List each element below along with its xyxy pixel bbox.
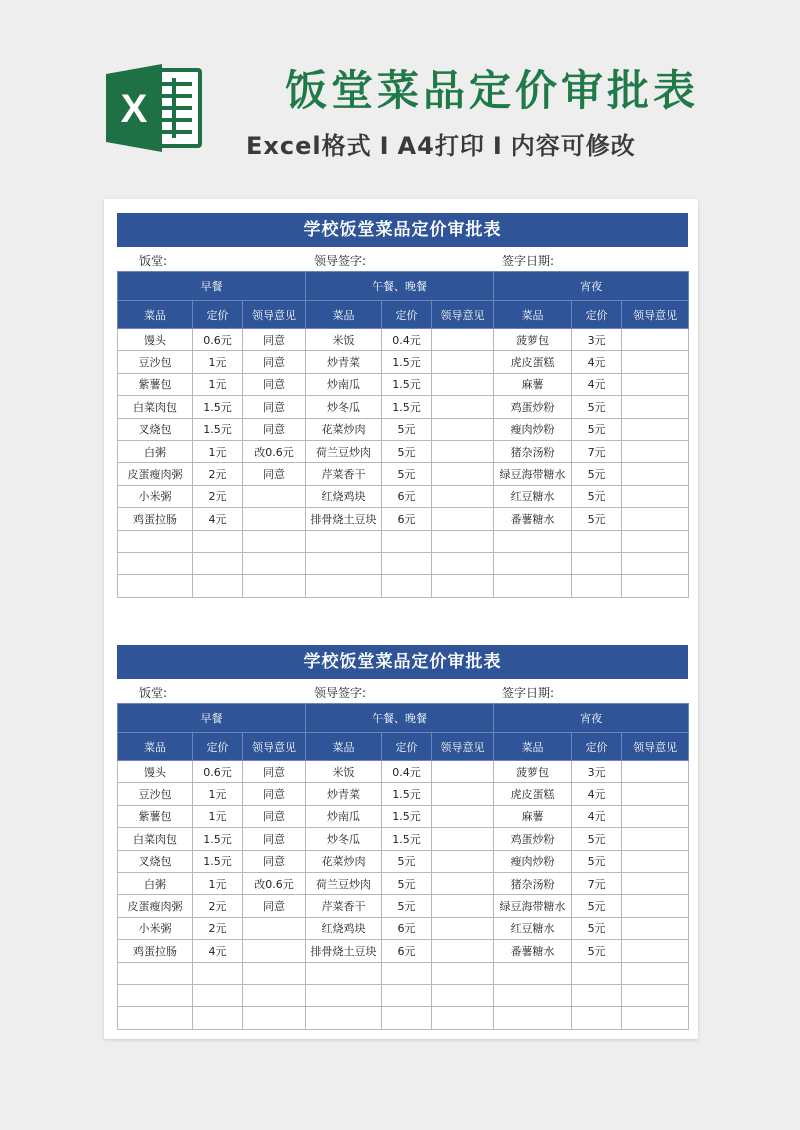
night-dish-cell: 红豆糖水 (494, 917, 572, 939)
sign-date-label: 签字日期: (502, 254, 555, 268)
lunch-dinner-opinion-cell (432, 917, 494, 939)
lunch-dinner-dish-cell: 米饭 (306, 329, 382, 351)
lunch-dinner-opinion-cell (432, 850, 494, 872)
breakfast-dish-cell: 小米粥 (118, 917, 193, 939)
table-row (118, 761, 689, 783)
lunch-dinner-dish-cell: 炒冬瓜 (306, 396, 382, 418)
breakfast-price-cell (193, 530, 243, 552)
main-title: 饭堂菜品定价审批表 (284, 66, 699, 115)
lunch-dinner-dish-cell (306, 552, 382, 574)
lunch-dinner-dish-cell: 花菜炒肉 (306, 418, 382, 440)
lunch-dinner-price-cell: 5元 (382, 850, 432, 872)
page-header (0, 0, 800, 190)
night-opinion-cell (622, 783, 689, 805)
lunch-dinner-price-cell: 6元 (382, 508, 432, 530)
breakfast-opinion-cell (243, 984, 306, 1006)
breakfast-price-cell: 1.5元 (193, 850, 243, 872)
breakfast-price-cell: 1元 (193, 440, 243, 462)
lunch-dinner-price-cell: 0.4元 (382, 761, 432, 783)
meal-night-header: 宵夜 (494, 272, 689, 301)
night-opinion-cell (622, 984, 689, 1006)
meal-breakfast-header: 早餐 (118, 272, 306, 301)
night-opinion-cell (622, 351, 689, 373)
lunch-dinner-price-cell: 5元 (382, 895, 432, 917)
table-body (118, 761, 689, 1030)
sign-date-label: 签字日期: (502, 686, 555, 700)
lunch-dinner-dish-cell (306, 575, 382, 597)
night-opinion-cell (622, 463, 689, 485)
subtitle (246, 126, 746, 161)
table-row (118, 463, 689, 485)
col-price: 定价 (193, 301, 243, 329)
col-dish: 菜品 (494, 301, 572, 329)
night-dish-cell: 虎皮蛋糕 (494, 351, 572, 373)
night-price-cell (572, 1007, 622, 1029)
lunch-dinner-opinion-cell (432, 895, 494, 917)
night-opinion-cell (622, 872, 689, 894)
table-body (118, 329, 689, 598)
signature-row (117, 679, 688, 703)
night-price-cell: 4元 (572, 351, 622, 373)
col-dish: 菜品 (494, 733, 572, 761)
night-price-cell (572, 575, 622, 597)
breakfast-opinion-cell: 同意 (243, 373, 306, 395)
breakfast-dish-cell: 皮蛋瘦肉粥 (118, 463, 193, 485)
lunch-dinner-price-cell: 1.5元 (382, 805, 432, 827)
table-row (118, 329, 689, 351)
breakfast-opinion-cell: 同意 (243, 783, 306, 805)
table-row (118, 783, 689, 805)
lunch-dinner-price-cell: 6元 (382, 940, 432, 962)
price-table (117, 271, 689, 598)
table-row (118, 508, 689, 530)
breakfast-opinion-cell (243, 508, 306, 530)
table-row (118, 940, 689, 962)
lunch-dinner-price-cell: 6元 (382, 917, 432, 939)
lunch-dinner-dish-cell: 红烧鸡块 (306, 485, 382, 507)
night-opinion-cell (622, 761, 689, 783)
breakfast-opinion-cell: 同意 (243, 828, 306, 850)
lunch-dinner-opinion-cell (432, 396, 494, 418)
night-price-cell: 5元 (572, 850, 622, 872)
night-opinion-cell (622, 329, 689, 351)
breakfast-price-cell (193, 552, 243, 574)
breakfast-dish-cell (118, 552, 193, 574)
night-opinion-cell (622, 962, 689, 984)
breakfast-price-cell: 1元 (193, 351, 243, 373)
leader-signature-label: 领导签字: (314, 686, 367, 700)
col-price: 定价 (572, 301, 622, 329)
night-price-cell: 5元 (572, 418, 622, 440)
night-dish-cell: 绿豆海带糖水 (494, 895, 572, 917)
form-title: 学校饭堂菜品定价审批表 (117, 213, 688, 247)
night-dish-cell: 猪杂汤粉 (494, 872, 572, 894)
lunch-dinner-opinion-cell (432, 508, 494, 530)
breakfast-dish-cell: 豆沙包 (118, 351, 193, 373)
breakfast-dish-cell: 鸡蛋拉肠 (118, 940, 193, 962)
breakfast-dish-cell: 紫薯包 (118, 805, 193, 827)
night-opinion-cell (622, 917, 689, 939)
signature-row (117, 247, 688, 271)
night-price-cell: 5元 (572, 463, 622, 485)
lunch-dinner-dish-cell: 荷兰豆炒肉 (306, 872, 382, 894)
night-dish-cell: 猪杂汤粉 (494, 440, 572, 462)
table-row (118, 373, 689, 395)
breakfast-price-cell: 1.5元 (193, 396, 243, 418)
lunch-dinner-opinion-cell (432, 351, 494, 373)
breakfast-price-cell: 1.5元 (193, 418, 243, 440)
leader-signature-label: 领导签字: (314, 254, 367, 268)
lunch-dinner-opinion-cell (432, 1007, 494, 1029)
night-opinion-cell (622, 418, 689, 440)
night-price-cell: 4元 (572, 783, 622, 805)
night-opinion-cell (622, 828, 689, 850)
breakfast-price-cell (193, 575, 243, 597)
breakfast-opinion-cell (243, 485, 306, 507)
lunch-dinner-dish-cell: 花菜炒肉 (306, 850, 382, 872)
lunch-dinner-opinion-cell (432, 575, 494, 597)
night-dish-cell: 麻薯 (494, 373, 572, 395)
breakfast-opinion-cell: 同意 (243, 850, 306, 872)
col-dish: 菜品 (306, 301, 382, 329)
breakfast-price-cell: 4元 (193, 508, 243, 530)
breakfast-opinion-cell: 改0.6元 (243, 872, 306, 894)
night-opinion-cell (622, 440, 689, 462)
lunch-dinner-price-cell: 5元 (382, 872, 432, 894)
lunch-dinner-opinion-cell (432, 485, 494, 507)
night-dish-cell (494, 575, 572, 597)
breakfast-dish-cell: 叉烧包 (118, 418, 193, 440)
breakfast-dish-cell: 小米粥 (118, 485, 193, 507)
table-row (118, 984, 689, 1006)
night-dish-cell: 菠萝包 (494, 761, 572, 783)
col-opinion: 领导意见 (432, 301, 494, 329)
breakfast-price-cell: 1.5元 (193, 828, 243, 850)
breakfast-dish-cell: 白粥 (118, 872, 193, 894)
lunch-dinner-price-cell: 5元 (382, 418, 432, 440)
breakfast-price-cell: 2元 (193, 463, 243, 485)
breakfast-dish-cell (118, 1007, 193, 1029)
night-dish-cell: 菠萝包 (494, 329, 572, 351)
night-price-cell (572, 962, 622, 984)
col-opinion: 领导意见 (622, 301, 689, 329)
night-price-cell (572, 552, 622, 574)
night-opinion-cell (622, 530, 689, 552)
lunch-dinner-opinion-cell (432, 373, 494, 395)
subtitle-format: Excel格式 (246, 132, 372, 160)
night-dish-cell: 麻薯 (494, 805, 572, 827)
lunch-dinner-dish-cell: 炒南瓜 (306, 805, 382, 827)
col-price: 定价 (193, 733, 243, 761)
lunch-dinner-opinion-cell (432, 984, 494, 1006)
lunch-dinner-dish-cell: 红烧鸡块 (306, 917, 382, 939)
lunch-dinner-dish-cell: 排骨烧土豆块 (306, 508, 382, 530)
subtitle-editable: 内容可修改 (510, 132, 636, 160)
lunch-dinner-price-cell (382, 1007, 432, 1029)
night-dish-cell (494, 1007, 572, 1029)
night-price-cell: 5元 (572, 508, 622, 530)
excel-logo-icon (104, 62, 204, 154)
lunch-dinner-dish-cell: 炒冬瓜 (306, 828, 382, 850)
breakfast-dish-cell: 紫薯包 (118, 373, 193, 395)
lunch-dinner-price-cell (382, 984, 432, 1006)
document-sheet (104, 199, 698, 1039)
table-row (118, 552, 689, 574)
lunch-dinner-dish-cell: 荷兰豆炒肉 (306, 440, 382, 462)
lunch-dinner-opinion-cell (432, 872, 494, 894)
lunch-dinner-dish-cell: 炒青菜 (306, 783, 382, 805)
breakfast-dish-cell (118, 962, 193, 984)
lunch-dinner-dish-cell: 炒青菜 (306, 351, 382, 373)
night-price-cell: 7元 (572, 440, 622, 462)
lunch-dinner-price-cell: 0.4元 (382, 329, 432, 351)
table-row (118, 805, 689, 827)
lunch-dinner-price-cell (382, 962, 432, 984)
breakfast-dish-cell: 叉烧包 (118, 850, 193, 872)
night-price-cell: 5元 (572, 895, 622, 917)
lunch-dinner-price-cell: 6元 (382, 485, 432, 507)
breakfast-price-cell: 1元 (193, 872, 243, 894)
breakfast-opinion-cell: 同意 (243, 351, 306, 373)
col-dish: 菜品 (118, 301, 193, 329)
lunch-dinner-dish-cell: 米饭 (306, 761, 382, 783)
night-dish-cell (494, 962, 572, 984)
night-dish-cell: 红豆糖水 (494, 485, 572, 507)
breakfast-opinion-cell: 改0.6元 (243, 440, 306, 462)
subtitle-separator: I (379, 132, 390, 160)
breakfast-price-cell: 1元 (193, 373, 243, 395)
lunch-dinner-dish-cell (306, 530, 382, 552)
breakfast-opinion-cell (243, 1007, 306, 1029)
col-dish: 菜品 (306, 733, 382, 761)
breakfast-opinion-cell: 同意 (243, 329, 306, 351)
night-price-cell: 3元 (572, 329, 622, 351)
night-dish-cell: 虎皮蛋糕 (494, 783, 572, 805)
night-price-cell: 5元 (572, 396, 622, 418)
table-row (118, 872, 689, 894)
night-dish-cell (494, 984, 572, 1006)
lunch-dinner-price-cell: 1.5元 (382, 373, 432, 395)
lunch-dinner-dish-cell (306, 1007, 382, 1029)
night-opinion-cell (622, 485, 689, 507)
lunch-dinner-opinion-cell (432, 530, 494, 552)
breakfast-dish-cell: 白菜肉包 (118, 828, 193, 850)
breakfast-price-cell: 2元 (193, 895, 243, 917)
night-price-cell (572, 530, 622, 552)
night-price-cell (572, 984, 622, 1006)
table-row (118, 962, 689, 984)
breakfast-dish-cell: 白粥 (118, 440, 193, 462)
table-row (118, 575, 689, 597)
night-opinion-cell (622, 575, 689, 597)
night-opinion-cell (622, 396, 689, 418)
lunch-dinner-opinion-cell (432, 552, 494, 574)
breakfast-price-cell (193, 962, 243, 984)
lunch-dinner-opinion-cell (432, 828, 494, 850)
night-opinion-cell (622, 850, 689, 872)
approval-form (117, 213, 688, 598)
table-row (118, 351, 689, 373)
night-opinion-cell (622, 1007, 689, 1029)
canteen-label: 饭堂: (139, 686, 168, 700)
lunch-dinner-dish-cell (306, 984, 382, 1006)
breakfast-opinion-cell (243, 940, 306, 962)
lunch-dinner-price-cell: 5元 (382, 463, 432, 485)
lunch-dinner-price-cell: 1.5元 (382, 396, 432, 418)
logo-letter: X (120, 87, 148, 131)
table-row (118, 895, 689, 917)
col-dish: 菜品 (118, 733, 193, 761)
night-dish-cell (494, 530, 572, 552)
canteen-label: 饭堂: (139, 254, 168, 268)
table-row (118, 485, 689, 507)
col-price: 定价 (382, 301, 432, 329)
table-row (118, 418, 689, 440)
lunch-dinner-opinion-cell (432, 940, 494, 962)
approval-form (117, 645, 688, 1030)
breakfast-dish-cell (118, 575, 193, 597)
breakfast-opinion-cell (243, 575, 306, 597)
lunch-dinner-opinion-cell (432, 761, 494, 783)
meal-breakfast-header: 早餐 (118, 704, 306, 733)
col-opinion: 领导意见 (432, 733, 494, 761)
night-dish-cell: 番薯糖水 (494, 508, 572, 530)
night-dish-cell: 鸡蛋炒粉 (494, 396, 572, 418)
night-opinion-cell (622, 805, 689, 827)
lunch-dinner-dish-cell (306, 962, 382, 984)
night-opinion-cell (622, 508, 689, 530)
col-opinion: 领导意见 (243, 301, 306, 329)
breakfast-price-cell: 2元 (193, 917, 243, 939)
night-dish-cell: 绿豆海带糖水 (494, 463, 572, 485)
breakfast-price-cell: 0.6元 (193, 761, 243, 783)
table-row (118, 917, 689, 939)
meal-night-header: 宵夜 (494, 704, 689, 733)
lunch-dinner-opinion-cell (432, 783, 494, 805)
breakfast-price-cell (193, 1007, 243, 1029)
breakfast-dish-cell (118, 984, 193, 1006)
lunch-dinner-opinion-cell (432, 962, 494, 984)
breakfast-dish-cell: 白菜肉包 (118, 396, 193, 418)
lunch-dinner-opinion-cell (432, 329, 494, 351)
price-table (117, 703, 689, 1030)
breakfast-opinion-cell: 同意 (243, 418, 306, 440)
night-price-cell: 4元 (572, 373, 622, 395)
night-price-cell: 5元 (572, 940, 622, 962)
night-opinion-cell (622, 552, 689, 574)
night-dish-cell: 鸡蛋炒粉 (494, 828, 572, 850)
breakfast-dish-cell: 鸡蛋拉肠 (118, 508, 193, 530)
lunch-dinner-price-cell (382, 552, 432, 574)
night-dish-cell (494, 552, 572, 574)
breakfast-dish-cell: 豆沙包 (118, 783, 193, 805)
lunch-dinner-price-cell: 1.5元 (382, 828, 432, 850)
night-price-cell: 3元 (572, 761, 622, 783)
form-title: 学校饭堂菜品定价审批表 (117, 645, 688, 679)
night-opinion-cell (622, 940, 689, 962)
table-row (118, 440, 689, 462)
lunch-dinner-opinion-cell (432, 805, 494, 827)
lunch-dinner-opinion-cell (432, 418, 494, 440)
col-opinion: 领导意见 (243, 733, 306, 761)
breakfast-opinion-cell: 同意 (243, 396, 306, 418)
lunch-dinner-price-cell: 5元 (382, 440, 432, 462)
breakfast-opinion-cell: 同意 (243, 895, 306, 917)
night-price-cell: 7元 (572, 872, 622, 894)
lunch-dinner-price-cell (382, 530, 432, 552)
breakfast-dish-cell: 馒头 (118, 329, 193, 351)
lunch-dinner-price-cell: 1.5元 (382, 783, 432, 805)
table-row (118, 530, 689, 552)
table-row (118, 850, 689, 872)
breakfast-opinion-cell (243, 962, 306, 984)
night-price-cell: 4元 (572, 805, 622, 827)
table-row (118, 828, 689, 850)
lunch-dinner-dish-cell: 芹菜香干 (306, 463, 382, 485)
breakfast-opinion-cell (243, 552, 306, 574)
night-opinion-cell (622, 895, 689, 917)
lunch-dinner-dish-cell: 芹菜香干 (306, 895, 382, 917)
night-price-cell: 5元 (572, 917, 622, 939)
breakfast-opinion-cell: 同意 (243, 463, 306, 485)
table-row (118, 1007, 689, 1029)
breakfast-opinion-cell: 同意 (243, 761, 306, 783)
col-price: 定价 (572, 733, 622, 761)
lunch-dinner-price-cell (382, 575, 432, 597)
night-dish-cell: 番薯糖水 (494, 940, 572, 962)
col-price: 定价 (382, 733, 432, 761)
breakfast-dish-cell (118, 530, 193, 552)
breakfast-opinion-cell (243, 917, 306, 939)
night-dish-cell: 瘦肉炒粉 (494, 418, 572, 440)
subtitle-print: A4打印 (397, 132, 485, 160)
breakfast-price-cell: 1元 (193, 783, 243, 805)
col-opinion: 领导意见 (622, 733, 689, 761)
night-price-cell: 5元 (572, 485, 622, 507)
lunch-dinner-dish-cell: 炒南瓜 (306, 373, 382, 395)
meal-lunch-dinner-header: 午餐、晚餐 (306, 704, 494, 733)
breakfast-opinion-cell (243, 530, 306, 552)
breakfast-price-cell: 4元 (193, 940, 243, 962)
lunch-dinner-dish-cell: 排骨烧土豆块 (306, 940, 382, 962)
night-opinion-cell (622, 373, 689, 395)
night-dish-cell: 瘦肉炒粉 (494, 850, 572, 872)
breakfast-price-cell: 2元 (193, 485, 243, 507)
breakfast-dish-cell: 皮蛋瘦肉粥 (118, 895, 193, 917)
table-row (118, 396, 689, 418)
breakfast-price-cell (193, 984, 243, 1006)
night-price-cell: 5元 (572, 828, 622, 850)
lunch-dinner-opinion-cell (432, 463, 494, 485)
subtitle-separator: I (492, 132, 503, 160)
lunch-dinner-price-cell: 1.5元 (382, 351, 432, 373)
meal-lunch-dinner-header: 午餐、晚餐 (306, 272, 494, 301)
breakfast-price-cell: 0.6元 (193, 329, 243, 351)
breakfast-opinion-cell: 同意 (243, 805, 306, 827)
breakfast-price-cell: 1元 (193, 805, 243, 827)
lunch-dinner-opinion-cell (432, 440, 494, 462)
breakfast-dish-cell: 馒头 (118, 761, 193, 783)
